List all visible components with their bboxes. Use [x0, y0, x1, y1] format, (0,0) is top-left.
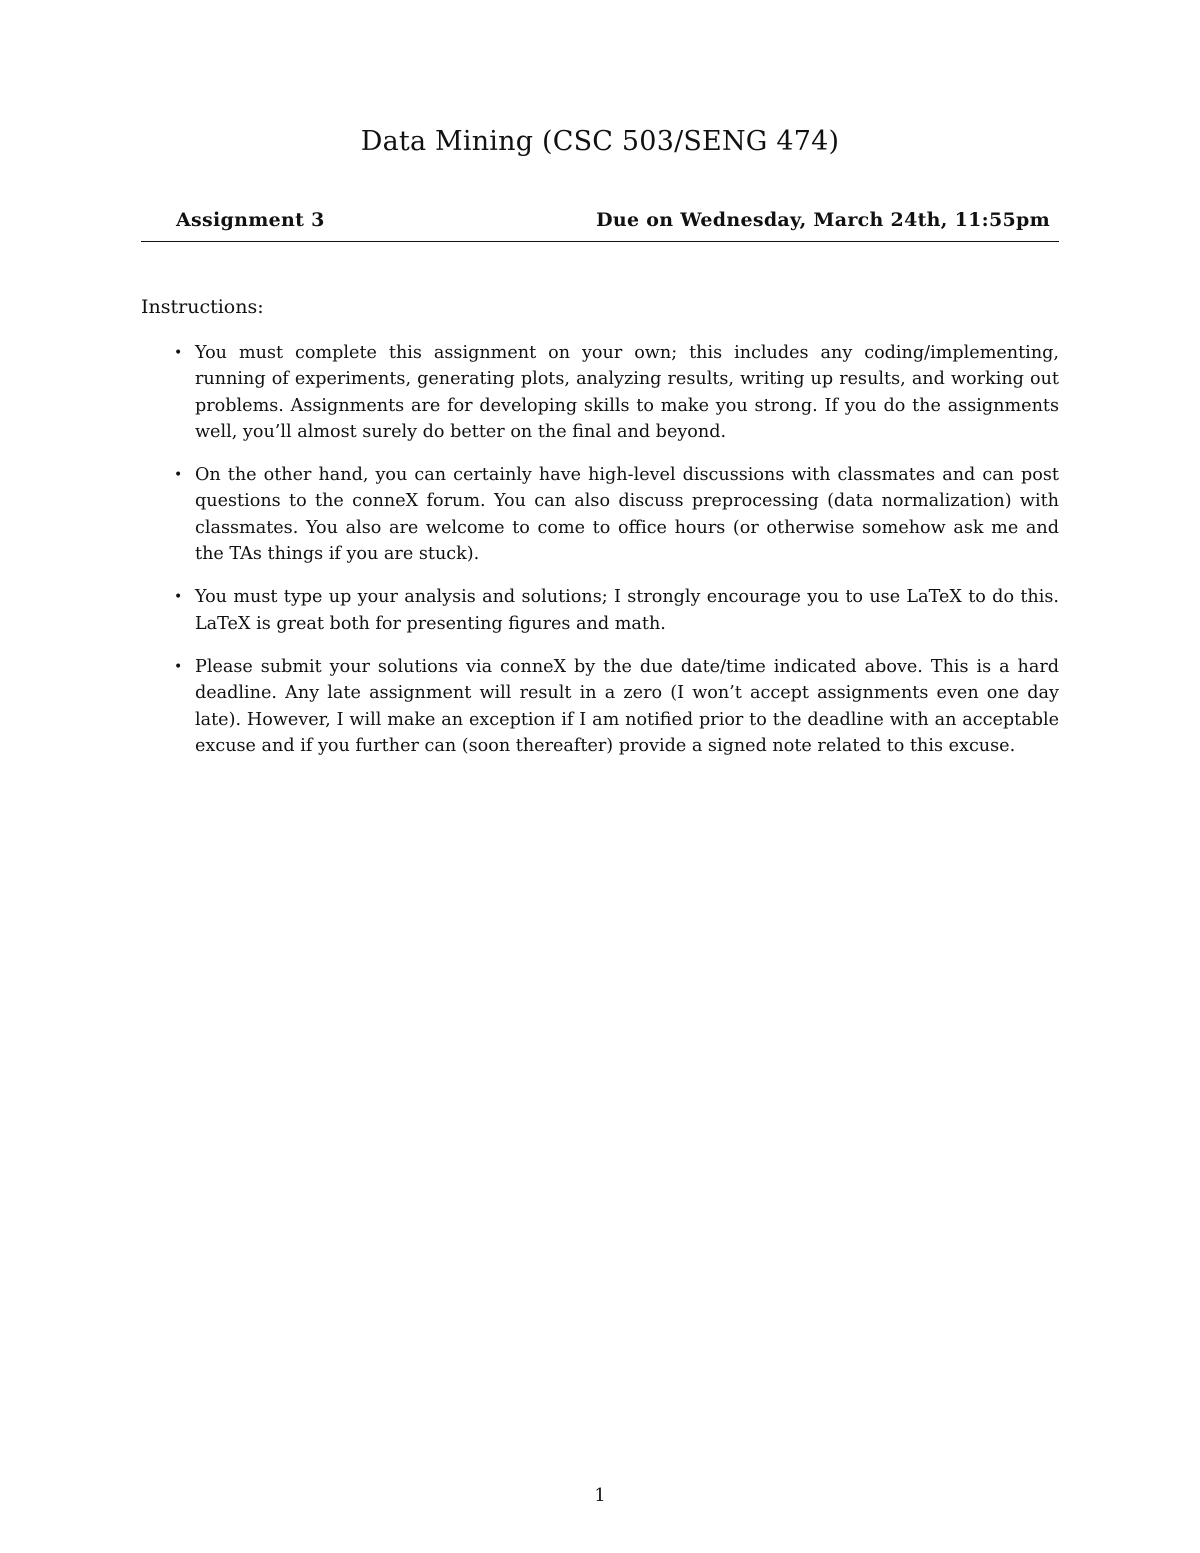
bullet-icon: • [174, 467, 183, 484]
instructions-list [141, 340, 1059, 776]
bullet-icon: • [174, 589, 183, 606]
assignment-header [141, 205, 1059, 242]
bullet-icon: • [174, 345, 183, 361]
instructions-heading: Instructions: [141, 296, 264, 318]
instruction-item [141, 462, 1059, 567]
instruction-item [141, 654, 1059, 759]
instruction-text: On the other hand, you can certainly have high-level discussions with classmates and can post questions to the conneX forum. You can also discuss preprocessing (data normalization) with classmates. You also are welcome to come to office hours (or otherwise somehow ask me and the TAs things if you are stuck). [195, 465, 1059, 565]
instruction-item [141, 584, 1059, 637]
due-date-label: Due on Wednesday, March 24th, 11:55pm [596, 209, 1050, 231]
document-title: Data Mining (CSC 503/SENG 474) [360, 126, 840, 157]
bullet-icon: • [174, 658, 183, 675]
instruction-text: Please submit your solutions via conneX by the due date/time indicated above. This is a hard deadline. Any late assignment will result in a zero (I won’t accept assignments even one day late). However, I will make an exception if I am notified prior to the deadline with an acceptable excuse and if you further can (soon thereafter) provide a signed note related to this excuse. [195, 656, 1059, 756]
instruction-text: You must complete this assignment on your own; this includes any coding/implementing, running of experiments, generating plots, analyzing results, writing up results, and working out problems. Assignments are for developing skills to make you strong. If you do the assignments well, you’ll almost surely do better on the final and beyond. [195, 343, 1059, 442]
assignment-label: Assignment 3 [176, 209, 325, 231]
instruction-item [141, 340, 1059, 445]
instruction-text: You must type up your analysis and solutions; I strongly encourage you to use LaTeX to do this. LaTeX is great both for presenting figures and math. [195, 587, 1059, 634]
page-number: 1 [594, 1485, 606, 1506]
